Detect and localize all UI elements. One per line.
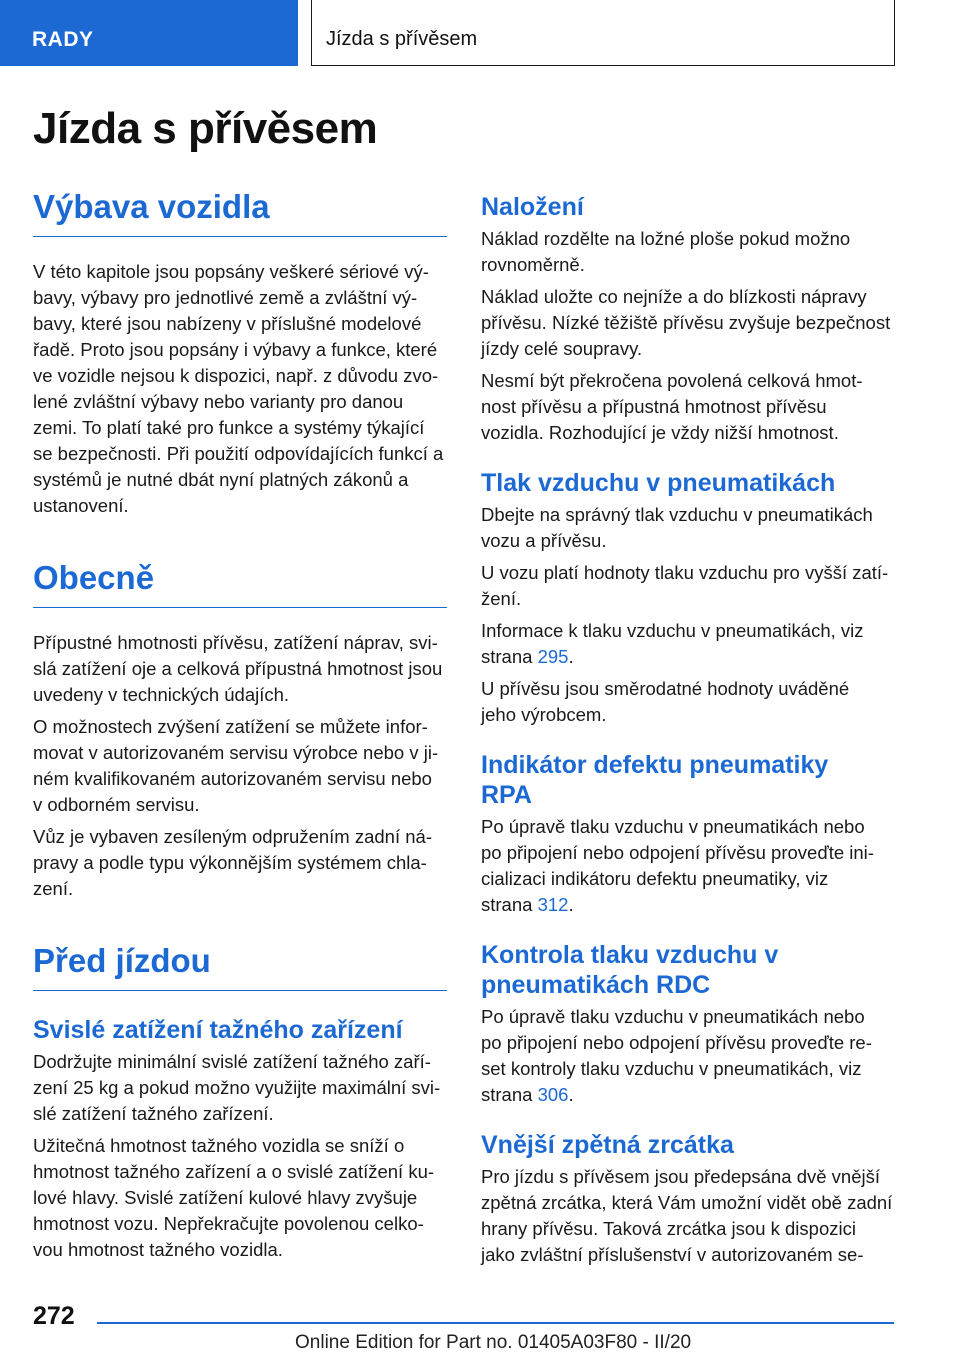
heading-line: RPA — [481, 781, 532, 809]
text-line: slé zatížení tažného zařízení. — [33, 1103, 274, 1124]
text-line: ném kvalifikovaném autorizovaném servisu nebo — [33, 768, 432, 789]
text-line: po připojení nebo odpojení přívěsu proveďte ini- — [481, 842, 874, 863]
text-line: U vozu platí hodnoty tlaku vzduchu pro vyšší zatí- — [481, 562, 889, 583]
heading-line: Kontrola tlaku vzduchu v — [481, 941, 779, 969]
paragraph-tlak-4 — [481, 676, 895, 728]
page-link-312[interactable]: 312 — [537, 894, 569, 915]
text-line: systémů je nutné dbát nyní platných zákonů a — [33, 469, 409, 490]
text-line: cializaci indikátoru defektu pneumatiky, viz — [481, 868, 829, 889]
text-line: po připojení nebo odpojení přívěsu proveďte re- — [481, 1032, 872, 1053]
heading-vybava-vozidla: Výbava vozidla — [33, 188, 447, 237]
paragraph-nalozeni-1 — [481, 226, 895, 278]
text-line: strana — [481, 1084, 538, 1105]
page-link-295[interactable]: 295 — [537, 646, 569, 667]
text-line: vozidla. Rozhodující je vždy nižší hmotnost. — [481, 422, 839, 443]
text-line: Náklad uložte co nejníže a do blízkosti nápravy — [481, 286, 867, 307]
text-line: Nesmí být překročena povolená celková hmot- — [481, 370, 863, 391]
text-line: hmotnost vozu. Nepřekračujte povolenou celko- — [33, 1213, 424, 1234]
paragraph-nalozeni-2 — [481, 284, 895, 362]
text-line: set kontroly tlaku vzduchu v pneumatikách, viz — [481, 1058, 862, 1079]
heading-line: pneumatikách RDC — [481, 971, 711, 999]
text-line: strana — [481, 894, 538, 915]
text-line: vozu a přívěsu. — [481, 530, 607, 551]
text-line: ustanovení. — [33, 495, 129, 516]
text-line: bavy, výbavy pro jednotlivé země a zvláštní vý- — [33, 287, 418, 308]
text-line: jeho výrobcem. — [481, 704, 607, 725]
heading-nalozeni: Naložení — [481, 193, 584, 221]
paragraph-svisle-2 — [33, 1133, 447, 1263]
text-line: Po úpravě tlaku vzduchu v pneumatikách nebo — [481, 1006, 865, 1027]
paragraph-vybava — [33, 259, 447, 519]
heading-tlak-vzduchu: Tlak vzduchu v pneumatikách — [481, 469, 836, 497]
text-line: lové hlavy. Svislé zatížení kulové hlavy zvyšuje — [33, 1187, 418, 1208]
page-number: 272 — [33, 1302, 75, 1330]
text-line: nost přívěsu a přípustná hmotnost přívěsu — [481, 396, 827, 417]
text-line: hrany přívěsu. Taková zrcátka jsou k dispozici — [481, 1218, 856, 1239]
text-line: O možnostech zvýšení zatížení se můžete infor- — [33, 716, 428, 737]
text-line: . — [568, 894, 574, 915]
text-line: U přívěsu jsou směrodatné hodnoty uváděné — [481, 678, 850, 699]
text-line: Dodržujte minimální svislé zatížení tažného zaří- — [33, 1051, 431, 1072]
text-line: zení 25 kg a pokud možno využijte maximální svi- — [33, 1077, 441, 1098]
page-header — [0, 0, 960, 66]
paragraph-svisle-1 — [33, 1049, 447, 1127]
text-line: lené zvláštní výbavy nebo varianty pro danou — [33, 391, 404, 412]
text-line: V této kapitole jsou popsány veškeré sériové vý- — [33, 261, 429, 282]
text-line: strana — [481, 646, 538, 667]
text-line: Informace k tlaku vzduchu v pneumatikách, viz — [481, 620, 864, 641]
heading-rpa — [481, 750, 895, 810]
footer-divider — [97, 1322, 894, 1324]
page-title: Jízda s přívěsem — [33, 104, 378, 153]
text-line: slá zatížení oje a celková přípustná hmotnost jsou — [33, 658, 443, 679]
paragraph-tlak-1 — [481, 502, 895, 554]
text-line: Náklad rozdělte na ložné ploše pokud možno — [481, 228, 851, 249]
paragraph-zrcatka — [481, 1164, 895, 1268]
text-line: . — [568, 1084, 574, 1105]
heading-line: Indikátor defektu pneumatiky — [481, 751, 829, 779]
heading-obecne: Obecně — [33, 559, 447, 608]
text-line: hmotnost tažného zařízení a o svislé zatížení ku- — [33, 1161, 435, 1182]
paragraph-tlak-3 — [481, 618, 895, 670]
right-column — [481, 192, 895, 1268]
text-line: uvedeny v technických údajích. — [33, 684, 290, 705]
text-line: Dbejte na správný tlak vzduchu v pneumatikách — [481, 504, 873, 525]
page-link-306[interactable]: 306 — [537, 1084, 569, 1105]
text-line: Přípustné hmotnosti přívěsu, zatížení náprav, svi- — [33, 632, 438, 653]
paragraph-obecne-2 — [33, 714, 447, 818]
paragraph-obecne-1 — [33, 630, 447, 708]
text-line: movat v autorizovaném servisu výrobce nebo v ji- — [33, 742, 439, 763]
text-line: se bezpečnosti. Při použití odpovídajících funkcí a — [33, 443, 444, 464]
text-line: přívěsu. Nízké těžiště přívěsu zvyšuje bezpečnost — [481, 312, 891, 333]
text-line: pravy a podle typu výkonnějším systémem chla- — [33, 852, 427, 873]
paragraph-rpa — [481, 814, 895, 918]
text-line: zemi. To platí také pro funkce a systémy týkající — [33, 417, 425, 438]
heading-pred-jizdou: Před jízdou — [33, 942, 447, 991]
text-line: rovnoměrně. — [481, 254, 585, 275]
text-line: vou hmotnost tažného vozidla. — [33, 1239, 283, 1260]
edition-footer: Online Edition for Part no. 01405A03F80 - II/20 — [295, 1332, 692, 1353]
text-line: jízdy celé soupravy. — [481, 338, 643, 359]
heading-rdc — [481, 940, 895, 1000]
text-line: Po úpravě tlaku vzduchu v pneumatikách nebo — [481, 816, 865, 837]
text-line: řadě. Proto jsou popsány i výbavy a funkce, které — [33, 339, 438, 360]
paragraph-obecne-3 — [33, 824, 447, 902]
text-line: zpětná zrcátka, která Vám umožní vidět obě zadní — [481, 1192, 893, 1213]
text-line: Vůz je vybaven zesíleným odpružením zadní ná- — [33, 826, 432, 847]
text-line: . — [568, 646, 574, 667]
heading-zrcatka: Vnější zpětná zrcátka — [481, 1131, 734, 1159]
text-line: bavy, které jsou nabízeny v příslušné modelové — [33, 313, 422, 334]
text-line: Užitečná hmotnost tažného vozidla se sníží o — [33, 1135, 405, 1156]
text-line: Pro jízdu s přívěsem jsou předepsána dvě vnější — [481, 1166, 880, 1187]
chapter-tab[interactable]: Jízda s přívěsem — [311, 0, 895, 66]
paragraph-rdc — [481, 1004, 895, 1108]
paragraph-nalozeni-3 — [481, 368, 895, 446]
paragraph-tlak-2 — [481, 560, 895, 612]
section-tab[interactable]: RADY — [0, 0, 298, 66]
text-line: zení. — [33, 878, 74, 899]
text-line: v odborném servisu. — [33, 794, 200, 815]
text-line: jako zvláštní příslušenství v autorizovaném se- — [481, 1244, 864, 1265]
left-column — [33, 188, 447, 1263]
text-line: žení. — [481, 588, 522, 609]
text-line: ve vozidle nejsou k dispozici, např. z důvodu zvo- — [33, 365, 439, 386]
subheading-svisle-zatizeni: Svislé zatížení tažného zařízení — [33, 1016, 403, 1044]
